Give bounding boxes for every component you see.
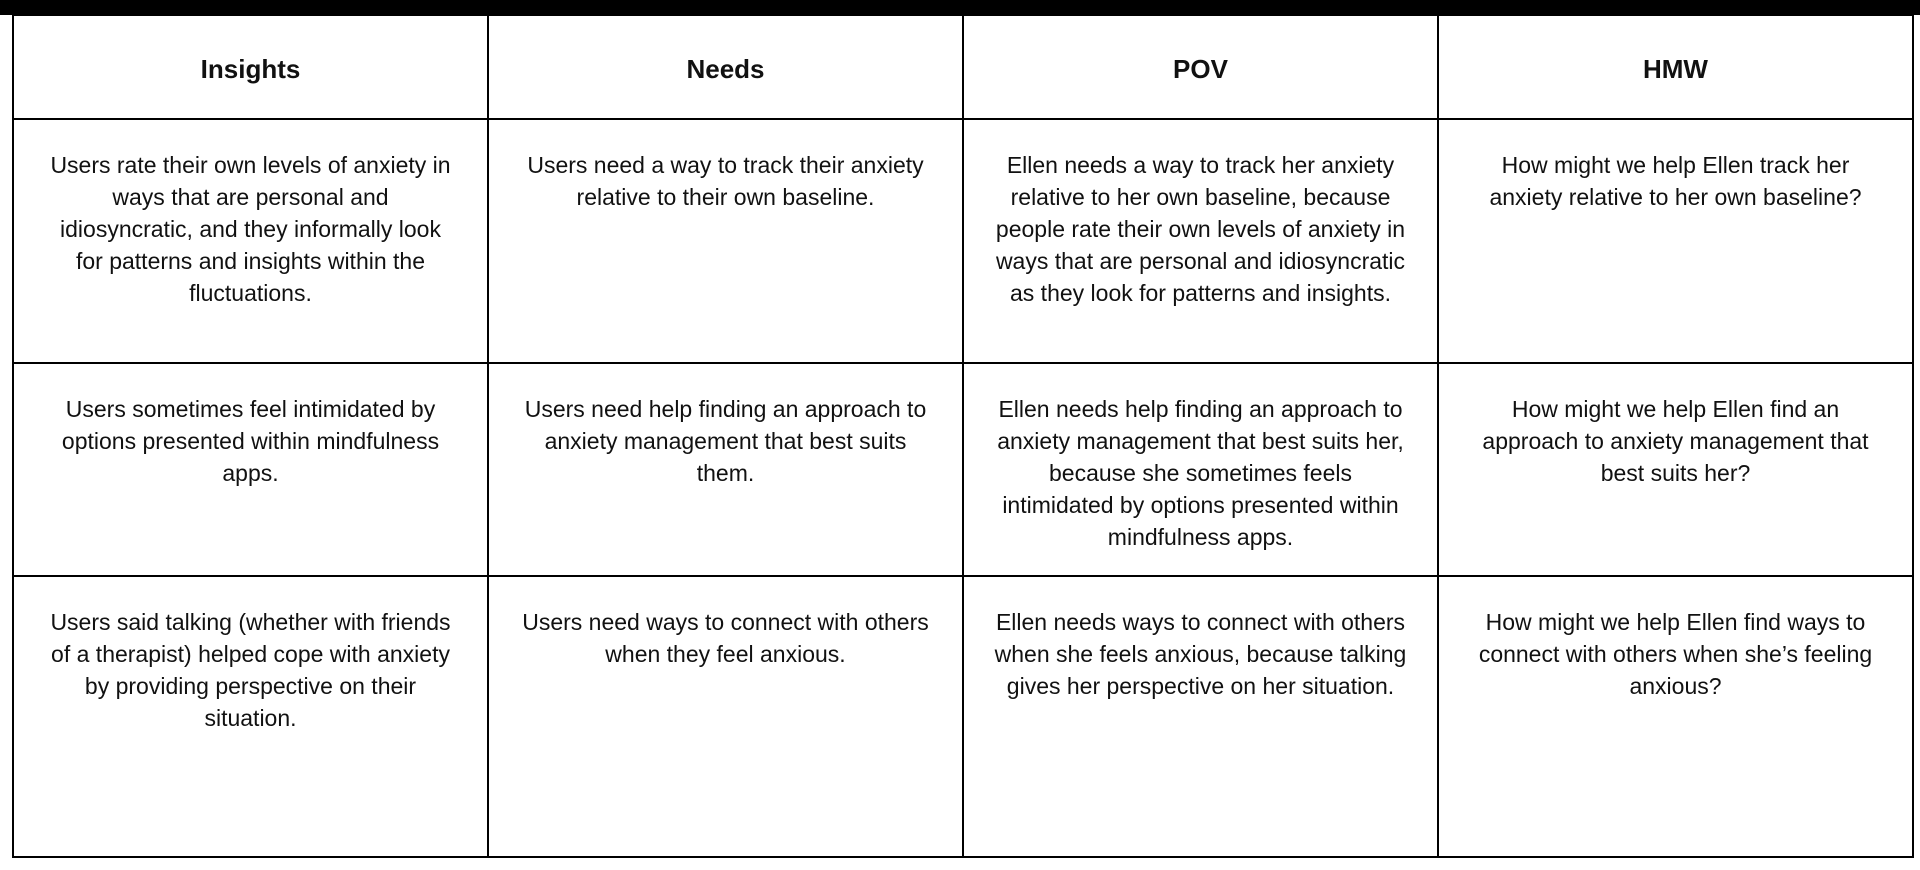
pov-cell: Ellen needs ways to connect with others when she feels anxious, because talking gives her perspective on her situation. bbox=[963, 576, 1438, 857]
synthesis-table-container bbox=[12, 14, 1914, 858]
header-insights: Insights bbox=[13, 15, 488, 119]
header-row bbox=[13, 15, 1913, 119]
insight-cell: Users said talking (whether with friends of a therapist) helped cope with anxiety by providing perspective on their situation. bbox=[13, 576, 488, 857]
hmw-cell: How might we help Ellen find ways to connect with others when she’s feeling anxious? bbox=[1438, 576, 1913, 857]
header-hmw: HMW bbox=[1438, 15, 1913, 119]
hmw-cell: How might we help Ellen find an approach to anxiety management that best suits her? bbox=[1438, 363, 1913, 576]
header-pov: POV bbox=[963, 15, 1438, 119]
insight-cell: Users sometimes feel intimidated by options presented within mindfulness apps. bbox=[13, 363, 488, 576]
pov-cell: Ellen needs a way to track her anxiety relative to her own baseline, because people rate their own levels of anxiety in ways that are personal and idiosyncratic as they look for patterns and insights. bbox=[963, 119, 1438, 363]
need-cell: Users need help finding an approach to anxiety management that best suits them. bbox=[488, 363, 963, 576]
need-cell: Users need a way to track their anxiety relative to their own baseline. bbox=[488, 119, 963, 363]
need-cell: Users need ways to connect with others when they feel anxious. bbox=[488, 576, 963, 857]
hmw-cell: How might we help Ellen track her anxiety relative to her own baseline? bbox=[1438, 119, 1913, 363]
top-black-bar bbox=[0, 0, 1920, 15]
header-needs: Needs bbox=[488, 15, 963, 119]
pov-cell: Ellen needs help finding an approach to anxiety management that best suits her, because she sometimes feels intimidated by options presented within mindfulness apps. bbox=[963, 363, 1438, 576]
table-row bbox=[13, 363, 1913, 576]
insight-cell: Users rate their own levels of anxiety in ways that are personal and idiosyncratic, and they informally look for patterns and insights within the fluctuations. bbox=[13, 119, 488, 363]
table-row bbox=[13, 119, 1913, 363]
table-row bbox=[13, 576, 1913, 857]
synthesis-table bbox=[12, 14, 1914, 858]
